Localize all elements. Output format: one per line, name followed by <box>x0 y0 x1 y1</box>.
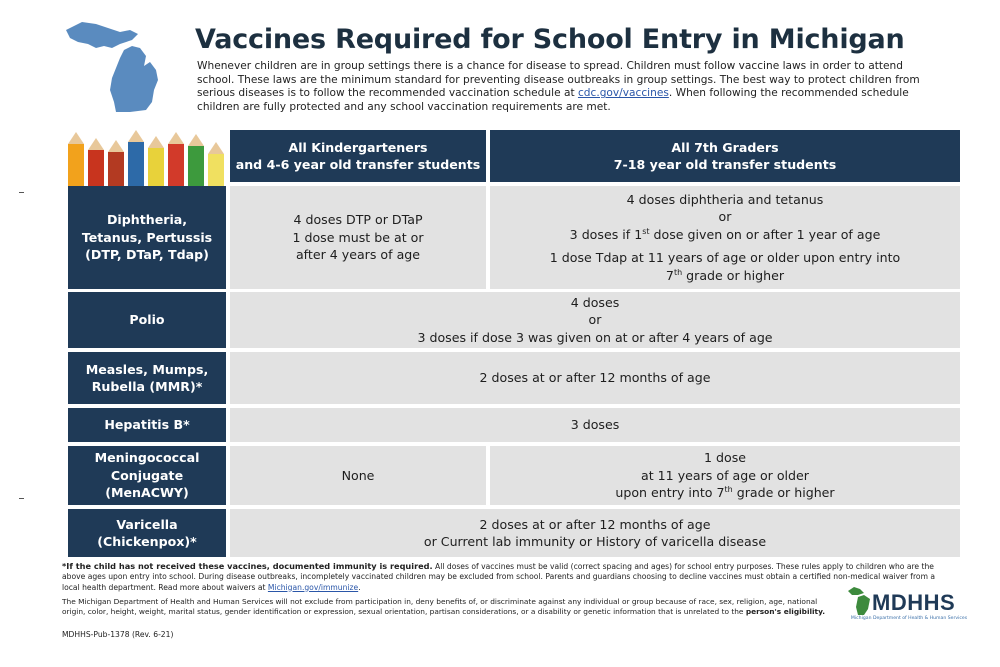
row-label-mmr: Measles, Mumps, Rubella (MMR)* <box>68 352 226 404</box>
cdc-vaccines-link[interactable]: cdc.gov/vaccines <box>577 87 669 100</box>
page-title: Vaccines Required for School Entry in Michigan <box>195 24 905 55</box>
scan-mark <box>19 498 24 499</box>
mdhhs-logo-text: MDHHS <box>872 590 956 615</box>
row-label-polio: Polio <box>68 292 226 348</box>
mmr-requirement: 2 doses at or after 12 months of age <box>230 352 960 404</box>
menacwy-kindergarten-requirement: None <box>230 446 486 505</box>
colored-pencils-image <box>66 130 226 186</box>
row-label-dtap: Diphtheria, Tetanus, Pertussis (DTP, DTaP, Tdap) <box>68 186 226 289</box>
michigan-map-icon <box>60 18 180 116</box>
dtap-kindergarten-requirement: 4 doses DTP or DTaP 1 dose must be at or after 4 years of age <box>230 186 486 289</box>
mdhhs-logo-subtitle: Michigan Department of Health & Human Services <box>850 616 968 621</box>
nondiscrimination-statement: The Michigan Department of Health and Human Services will not exclude from participation in, deny benefits of, or discriminate against any individual or group because of race, sex, religion, age, national origin, color, height, weight, marital status, gender identification or expression, sexual orientation, partisan considerations, or a disability or genetic information that is unrelated to the person's eligibility. <box>62 597 826 616</box>
scan-mark <box>19 192 24 193</box>
row-label-menacwy: Meningococcal Conjugate (MenACWY) <box>68 446 226 505</box>
menacwy-seventh-requirement: 1 dose at 11 years of age or older upon entry into 7th grade or higher <box>490 446 960 505</box>
polio-requirement: 4 doses or 3 doses if dose 3 was given on at or after 4 years of age <box>230 292 960 348</box>
intro-paragraph: Whenever children are in group settings there is a chance for disease to spread. Children must follow vaccine laws in order to attend school. These laws are the minimum standard for preventing disease outbreaks in group settings. The best way to protect children from serious diseases is to follow the recommended vaccination schedule at cdc.gov/vaccines. When following the recommended schedule children are fully protected and any school vaccination requirements are met. <box>197 60 920 113</box>
dtap-seventh-requirement: 4 doses diphtheria and tetanus or 3 doses if 1st dose given on or after 1 year of age 1 dose Tdap at 11 years of age or older upon entry into 7th grade or higher <box>490 186 960 289</box>
michigan-immunize-link[interactable]: Michigan.gov/immunize <box>267 582 359 592</box>
header-kindergarten: All Kindergarteners and 4-6 year old transfer students <box>230 130 486 182</box>
varicella-requirement: 2 doses at or after 12 months of age or Current lab immunity or History of varicella disease <box>230 509 960 557</box>
immunity-footnote: *If the child has not received these vaccines, documented immunity is required. All doses of vaccines must be valid (correct spacing and ages) for school entry purposes. These rules apply to children who are the above ages upon entry into school. During disease outbreaks, incompletely vaccinated children may be excluded from school. Parents and guardians choosing to decline vaccines must obtain a certified non-medical waiver from a local health department. Read more about waivers at Michigan.gov/immunize. <box>62 561 936 592</box>
hepatitis-b-requirement: 3 doses <box>230 408 960 442</box>
publication-number: MDHHS-Pub-1378 (Rev. 6-21) <box>62 630 174 639</box>
row-label-varicella: Varicella (Chickenpox)* <box>68 509 226 557</box>
header-seventh-grade: All 7th Graders 7-18 year old transfer students <box>490 130 960 182</box>
row-label-hepatitis-b: Hepatitis B* <box>68 408 226 442</box>
